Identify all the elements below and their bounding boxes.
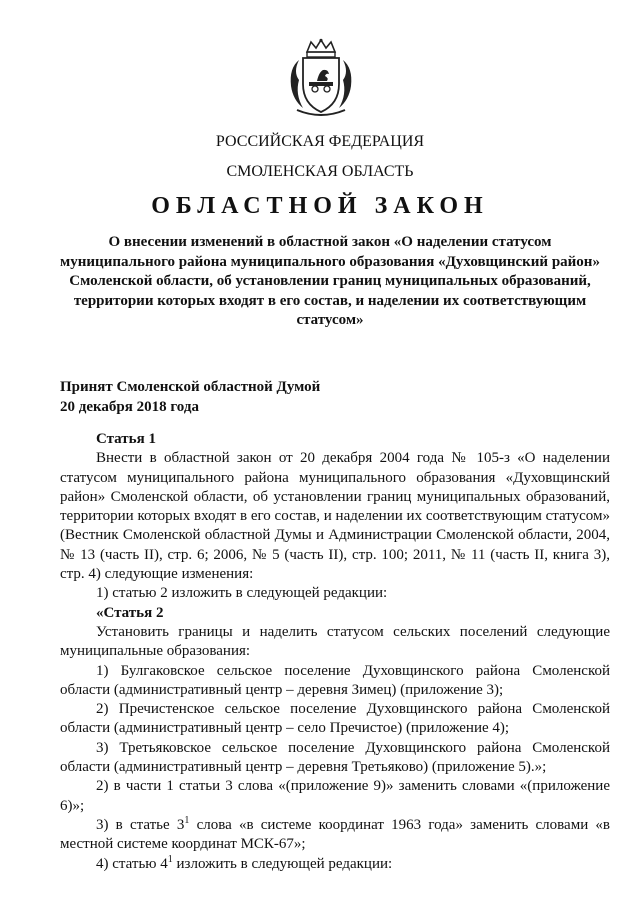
amendment-item-4 bbox=[60, 855, 610, 874]
amendment-item-4-sup: 1 bbox=[167, 853, 173, 865]
settlement-item-2: 2) Пречистенское сельское поселение Духовщинского района Смоленской области (административный центр – село Пречистое) (приложение 4); bbox=[60, 701, 610, 737]
article-1-heading: Статья 1 bbox=[96, 431, 156, 447]
amendment-item-3 bbox=[60, 816, 610, 855]
adopted-by-line: Принят Смоленской областной Думой bbox=[60, 379, 321, 395]
region-header: СМОЛЕНСКАЯ ОБЛАСТЬ bbox=[226, 163, 414, 180]
amendment-item-2: 2) в части 1 статьи 3 слова «(приложение 9)» заменить словами «(приложение 6)»; bbox=[60, 778, 610, 814]
article-1-paragraph: Внести в областной закон от 20 декабря 2004 года № 105-з «О наделении статусом муниципального района муниципального образования «Духовщинский район» Смоленской области, об установлении границ муниципальных образований, территории которых входят в его состав, и наделении их соответствующим статусом» (Вестник Смоленской областной Думы и Администрации Смоленской области, 2004, № 13 (часть II), стр. 6; 2006, № 5 (часть II), стр. 100; 2011, № 11 (часть II, книга 3), стр. 4) следующие изменения: bbox=[60, 450, 610, 583]
article-2-intro: Установить границы и наделить статусом сельских поселений следующие муниципальные образования: bbox=[60, 623, 610, 660]
document-body bbox=[60, 430, 610, 874]
settlement-item-3: 3) Третьяковское сельское поселение Духовщинского района Смоленской области (административный центр – деревня Третьяково) (приложение 5).»; bbox=[60, 739, 610, 776]
adoption-block bbox=[60, 378, 600, 417]
coat-of-arms-emblem bbox=[285, 38, 357, 118]
settlement-item-1: 1) Булгаковское сельское поселение Духовщинского района Смоленской области (административный центр – деревня Зимец) (приложение 3); bbox=[60, 662, 610, 698]
article-2-heading: «Статья 2 bbox=[96, 604, 164, 621]
amendment-item-1: 1) статью 2 изложить в следующей редакции: bbox=[96, 585, 388, 602]
amendment-item-3-end: слова «в системе координат 1963 года» заменить словами «в местной системе координат МСК-67»; bbox=[60, 816, 611, 853]
law-subject-title: О внесении изменений в областной закон «О наделении статусом муниципального района муниципального образования «Духовщинский район» Смоленской области, об установлении границ муниципальных образований, территории которых входят в его состав, и наделении их соответствующим статусом» bbox=[60, 234, 600, 328]
adopted-date-line: 20 декабря 2018 года bbox=[60, 398, 199, 415]
amendment-item-3-start: 3) в статье 3 bbox=[96, 816, 185, 833]
document-type-title: ОБЛАСТНОЙ ЗАКОН bbox=[151, 193, 489, 219]
amendment-item-3-sup: 1 bbox=[184, 814, 190, 826]
federation-header: РОССИЙСКАЯ ФЕДЕРАЦИЯ bbox=[215, 133, 425, 150]
amendment-item-4-start: 4) статью 4 bbox=[96, 855, 168, 872]
amendment-item-4-end: изложить в следующей редакции: bbox=[172, 855, 393, 872]
